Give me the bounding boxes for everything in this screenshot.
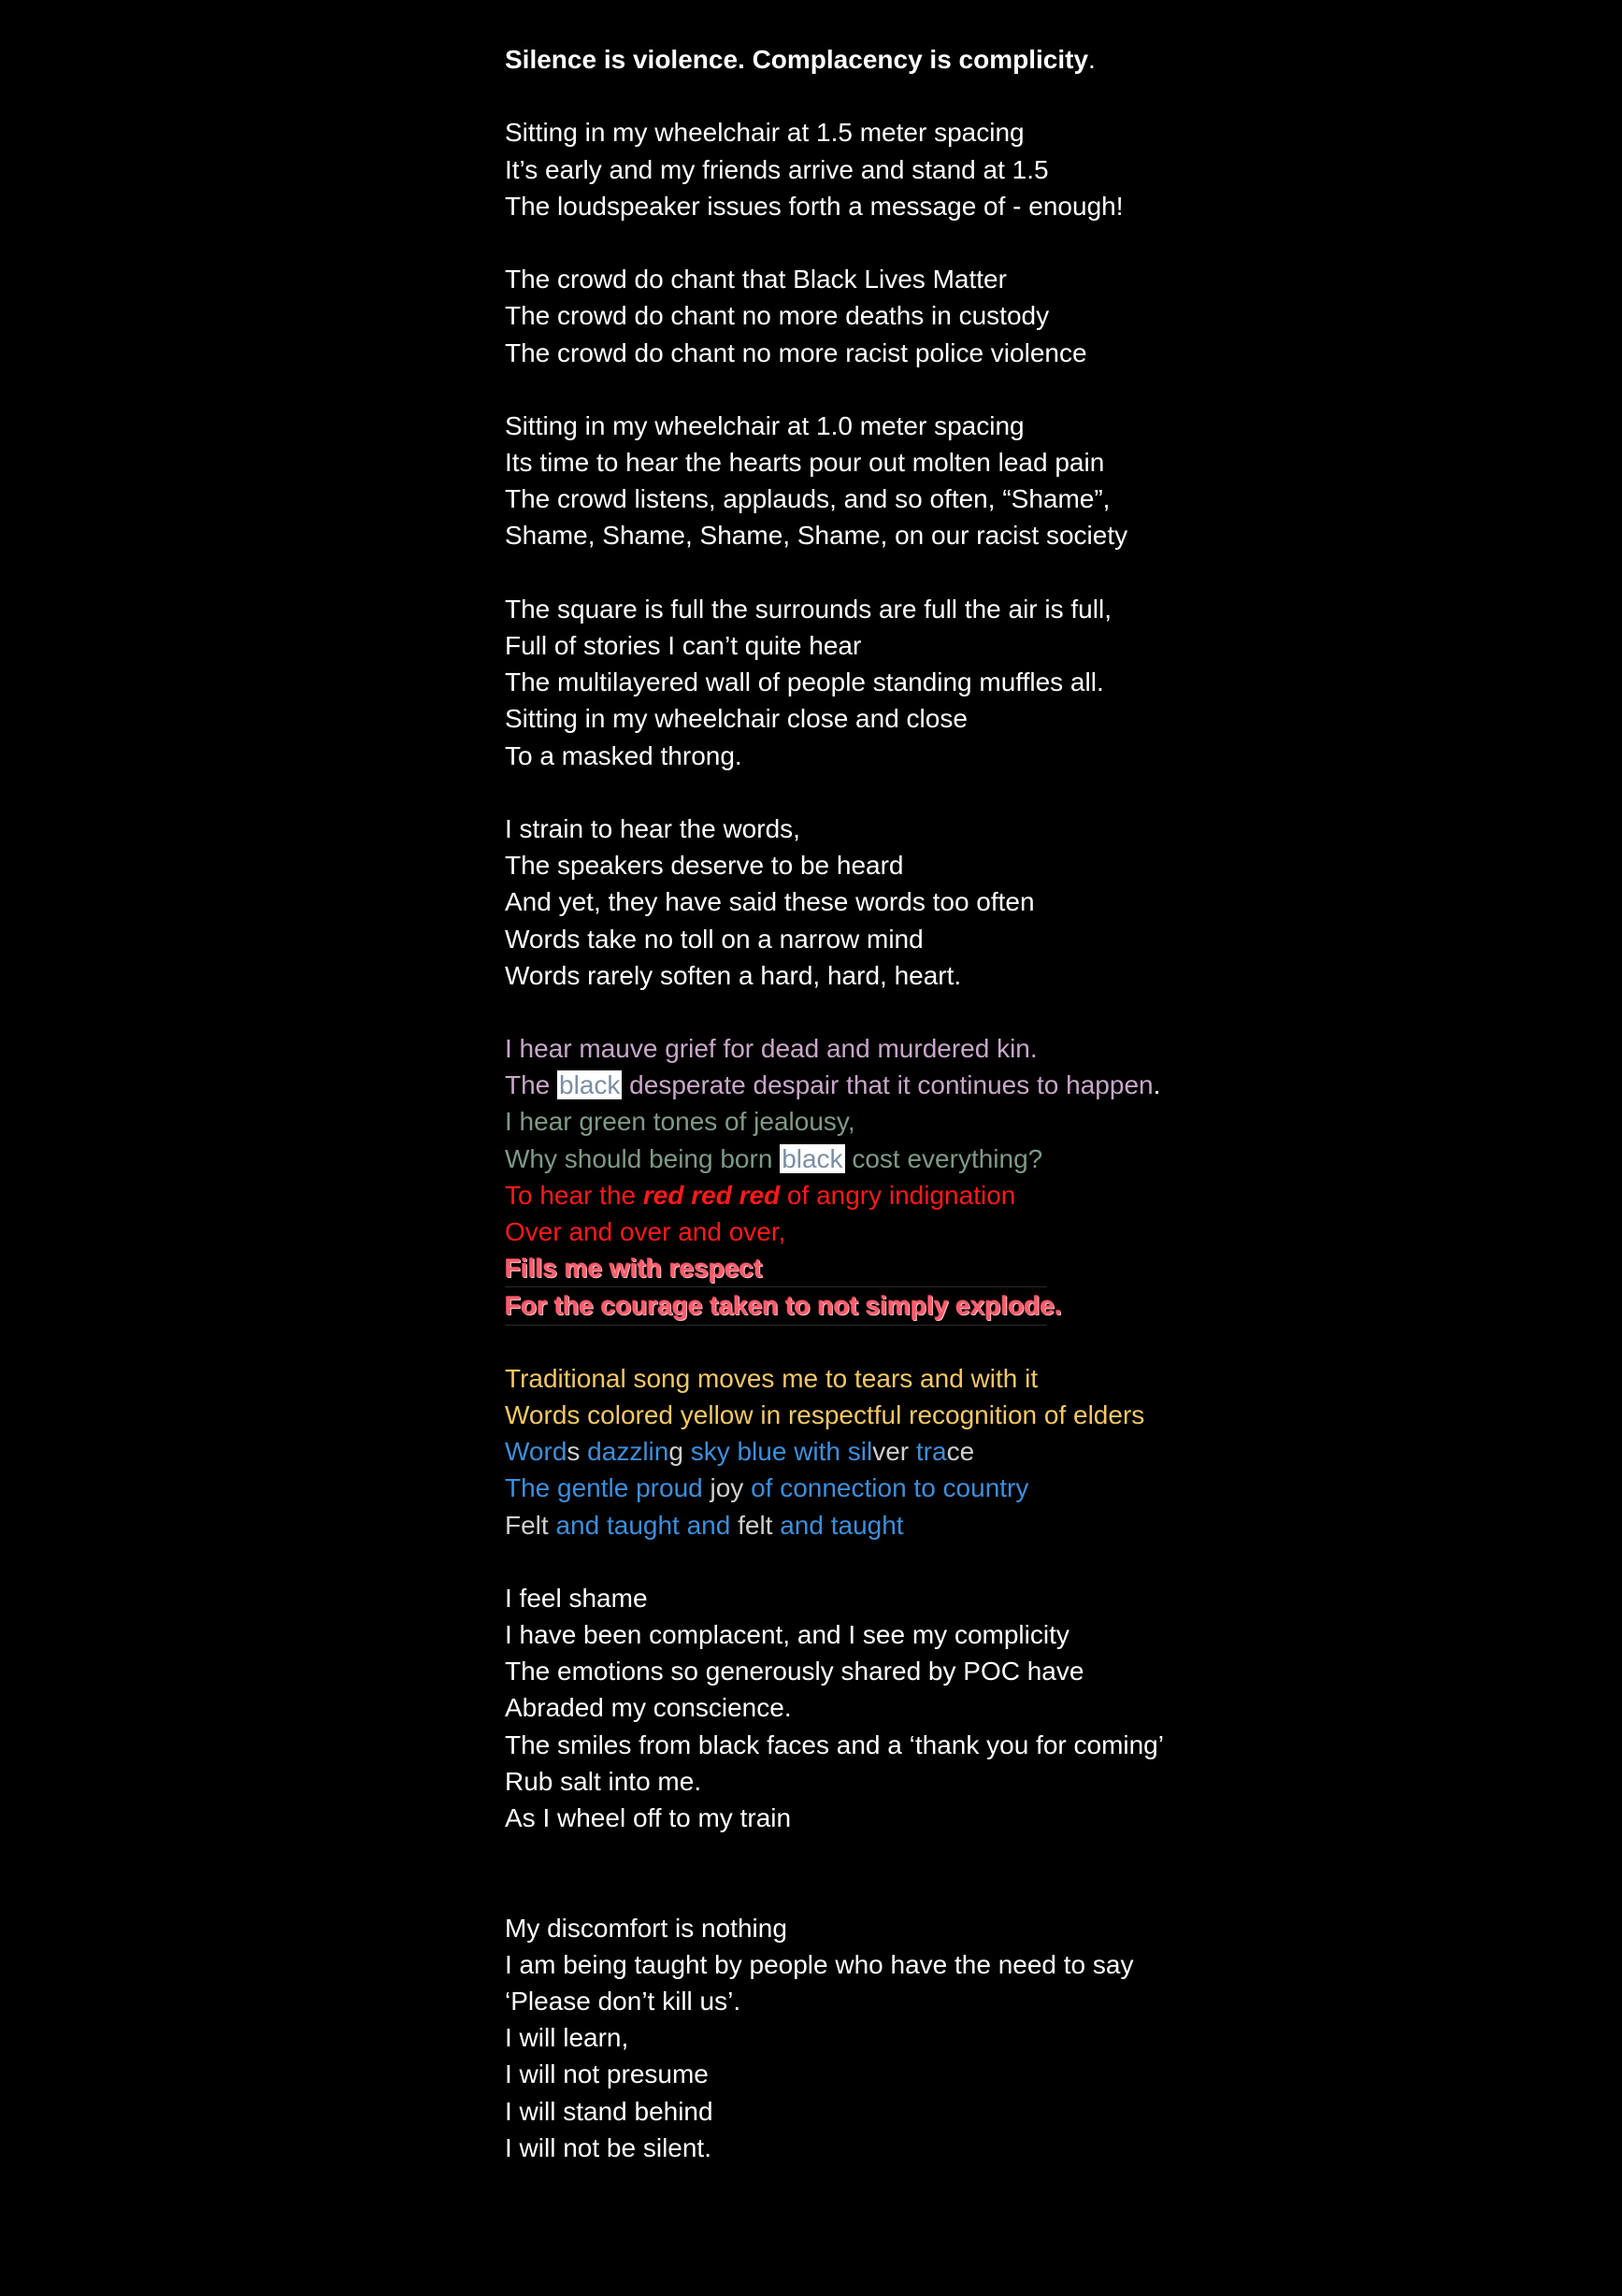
text-span: To hear the (505, 1180, 643, 1210)
poem-line: Sitting in my wheelchair at 1.0 meter spacing (505, 410, 1025, 440)
text-span: Felt (505, 1510, 556, 1540)
highlighted-word: black (559, 1070, 621, 1100)
green-line: I hear green tones of jealousy, (505, 1107, 855, 1137)
text-span: of angry indignation (780, 1180, 1016, 1210)
stanza-gap (505, 224, 1589, 261)
poem-line: My discomfort is nothing (505, 1913, 787, 1943)
stanza-gap (505, 994, 1589, 1030)
text-span: Word (505, 1437, 567, 1467)
title-bold-text: Silence is violence. Complacency is complicity (505, 45, 1089, 74)
poem-line: I will not presume (505, 2059, 709, 2089)
stanza-gap (505, 774, 1589, 811)
text-span: g (668, 1437, 691, 1467)
poem-document (505, 41, 1589, 2166)
stanza-8 (505, 1580, 1589, 1836)
text-span: ce (946, 1437, 975, 1467)
outlined-text: For the courage taken to not simply explode. (505, 1286, 1047, 1325)
poem-line: Shame, Shame, Shame, Shame, on our racist society (505, 521, 1128, 551)
red-line (505, 1177, 1589, 1213)
text-span: joy (710, 1473, 752, 1503)
stanza-6-colors (505, 1030, 1589, 1324)
poem-line: I will stand behind (505, 2096, 713, 2126)
emphasis-text: red red red (642, 1180, 781, 1210)
text-span: The (505, 1070, 558, 1100)
text-span: ver (872, 1437, 916, 1467)
poem-title (505, 41, 1589, 78)
text-span: tra (915, 1437, 947, 1467)
stanza-9 (505, 1910, 1589, 2166)
yellow-line: Traditional song moves me to tears and with it (505, 1363, 1039, 1393)
poem-line: The emotions so generously shared by POC have (505, 1657, 1084, 1686)
mauve-line-black (505, 1067, 1589, 1103)
poem-line: To a masked throng. (505, 740, 742, 770)
poem-line: Sitting in my wheelchair close and close (505, 704, 968, 734)
stanza-gap (505, 78, 1589, 114)
text-span: s (567, 1437, 588, 1467)
outline-line (505, 1286, 1589, 1323)
poem-line: Abraded my conscience. (505, 1693, 792, 1723)
poem-line: Sitting in my wheelchair at 1.5 meter spacing (505, 118, 1025, 148)
poem-line: The multilayered wall of people standing muffles all. (505, 667, 1104, 697)
text-span: The gentle proud (505, 1473, 711, 1503)
text-span: cost everything? (844, 1143, 1043, 1173)
poem-line: I am being taught by people who have the need to say (505, 1949, 1134, 1979)
stanza-gap (505, 1324, 1589, 1360)
poem-line: Its time to hear the hearts pour out molten lead pain (505, 448, 1105, 478)
green-line-black (505, 1141, 1589, 1177)
text-span: . (1153, 1070, 1161, 1100)
mixed-blue-line (505, 1470, 1589, 1506)
title-period: . (1088, 45, 1096, 74)
poem-line: I feel shame (505, 1583, 648, 1613)
poem-line: I strain to hear the words, (505, 813, 800, 843)
poem-line: I will learn, (505, 2023, 629, 2053)
poem-line: The crowd do chant no more deaths in custody (505, 301, 1050, 331)
red-line: Over and over and over, (505, 1217, 786, 1246)
highlighted-word: black (782, 1143, 843, 1173)
stanza-5 (505, 811, 1589, 994)
stanza-gap (505, 1836, 1589, 1909)
yellow-line: Words colored yellow in respectful recognition of elders (505, 1399, 1145, 1429)
mixed-blue-line (505, 1507, 1589, 1543)
poem-line: The loudspeaker issues forth a message of - enough! (505, 191, 1124, 221)
text-span: Why should being born (505, 1143, 781, 1173)
stanza-3 (505, 408, 1589, 554)
poem-line: It’s early and my friends arrive and stand at 1.5 (505, 154, 1049, 184)
poem-line: The smiles from black faces and a ‘thank you for coming’ (505, 1729, 1164, 1759)
poem-line: The crowd do chant no more racist police violence (505, 337, 1087, 367)
stanza-gap (505, 371, 1589, 408)
poem-line: The crowd listens, applauds, and so often, “Shame”, (505, 484, 1111, 514)
stanza-1 (505, 114, 1589, 224)
text-span: desperate despair that it continues to happen (622, 1070, 1154, 1100)
text-span: sky blue with sil (690, 1437, 873, 1467)
mixed-blue-line (505, 1433, 1589, 1470)
poem-line: The speakers deserve to be heard (505, 851, 904, 881)
text-span: felt (738, 1510, 781, 1540)
text-span: and taught and (555, 1510, 739, 1540)
poem-line: And yet, they have said these words too often (505, 887, 1035, 917)
outlined-text: Fills me with respect (505, 1254, 763, 1284)
poem-line: I will not be silent. (505, 2132, 711, 2162)
text-span: of connection to country (751, 1473, 1029, 1503)
stanza-4 (505, 591, 1589, 774)
text-span: dazzlin (587, 1437, 669, 1467)
stanza-gap (505, 554, 1589, 591)
poem-line: Full of stories I can’t quite hear (505, 631, 862, 660)
stanza-gap (505, 1543, 1589, 1580)
poem-line: Words take no toll on a narrow mind (505, 924, 924, 954)
poem-line: The crowd do chant that Black Lives Matter (505, 265, 1007, 294)
stanza-7-colors (505, 1360, 1589, 1543)
outline-line (505, 1250, 1589, 1286)
poem-line: I have been complacent, and I see my complicity (505, 1620, 1069, 1650)
poem-line: ‘Please don’t kill us’. (505, 1986, 741, 2016)
poem-line: Rub salt into me. (505, 1766, 702, 1796)
mauve-line: I hear mauve grief for dead and murdered kin. (505, 1034, 1038, 1064)
stanza-2 (505, 261, 1589, 371)
poem-line: Words rarely soften a hard, hard, heart. (505, 960, 962, 990)
poem-line: The square is full the surrounds are full the air is full, (505, 594, 1112, 624)
poem-line: As I wheel off to my train (505, 1803, 792, 1832)
text-span: and taught (780, 1510, 904, 1540)
